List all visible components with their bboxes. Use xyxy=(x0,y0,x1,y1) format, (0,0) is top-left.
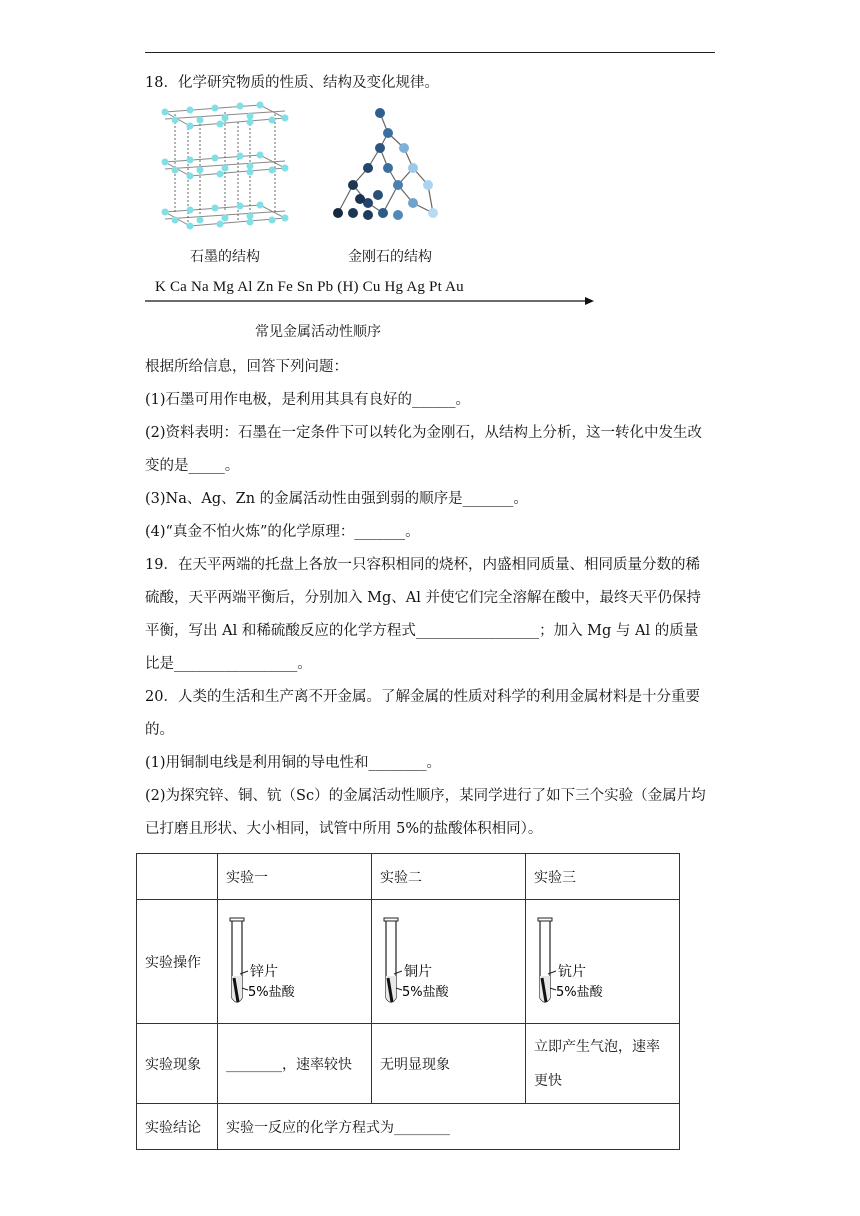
tube1-metal-label: 锌片 xyxy=(250,964,278,980)
q18-sub2-line1: (2)资料表明：石墨在一定条件下可以转化为金刚石，从结构上分析，这一转化中发生改 xyxy=(145,425,703,441)
top-rule xyxy=(145,52,715,53)
phenomenon-exp2: 无明显现象 xyxy=(372,1024,526,1104)
phenomenon-exp3-line1: 立即产生气泡，速率 xyxy=(534,1038,660,1055)
q20-sub1: (1)用铜制电线是利用铜的导电性和________。 xyxy=(145,755,442,771)
row-label-conclusion: 实验结论 xyxy=(137,1104,218,1150)
q19-line1: 19．在天平两端的托盘上各放一只容积相同的烧杯，内盛相同质量、相同质量分数的稀 xyxy=(145,557,700,573)
experiment-table xyxy=(136,853,680,1150)
tube2-acid-label: 5%盐酸 xyxy=(402,985,449,1000)
tube3-acid-label: 5%盐酸 xyxy=(556,985,603,1000)
test-tube-zinc-image xyxy=(226,914,346,1009)
q18-sub1: (1)石墨可用作电极，是利用其具有良好的______。 xyxy=(145,392,471,408)
tube-cell-3 xyxy=(526,900,680,1024)
row-label-phenomenon: 实验现象 xyxy=(137,1024,218,1104)
header-exp1: 实验一 xyxy=(218,854,372,900)
conclusion-cell: 实验一反应的化学方程式为________ xyxy=(218,1104,680,1150)
q18-prompt: 根据所给信息，回答下列问题： xyxy=(145,359,348,375)
graphite-caption: 石墨的结构 xyxy=(190,249,260,265)
q18-intro: 18．化学研究物质的性质、结构及变化规律。 xyxy=(145,75,439,91)
row-label-operation: 实验操作 xyxy=(137,900,218,1024)
phenomenon-exp3-line2: 更快 xyxy=(534,1072,562,1089)
series-caption: 常见金属活动性顺序 xyxy=(255,324,381,340)
q18-sub4: (4)“真金不怕火炼”的化学原理：_______。 xyxy=(145,524,420,540)
q20-line2: 的。 xyxy=(145,722,174,738)
tube-cell-2 xyxy=(372,900,526,1024)
metal-activity-series: K Ca Na Mg Al Zn Fe Sn Pb (H) Cu Hg Ag Pt Au xyxy=(155,279,464,295)
q19-line4: 比是_________________。 xyxy=(145,656,312,672)
header-cell-empty xyxy=(137,854,218,900)
q20-line1: 20．人类的生活和生产离不开金属。了解金属的性质对科学的利用金属材料是十分重要 xyxy=(145,689,700,705)
q20-sub2-line1: (2)为探究锌、铜、钪（Sc）的金属活动性顺序，某同学进行了如下三个实验（金属片均 xyxy=(145,788,706,804)
q19-line3: 平衡，写出 Al 和稀硫酸反应的化学方程式_________________；加入 Mg 与 Al 的质量 xyxy=(145,623,699,639)
tube2-metal-label: 铜片 xyxy=(404,964,432,980)
diamond-caption: 金刚石的结构 xyxy=(348,249,432,265)
graphite-structure-image xyxy=(160,100,295,230)
test-tube-copper-image xyxy=(380,914,500,1009)
phenomenon-exp1: ________，速率较快 xyxy=(218,1024,372,1104)
q20-sub2-line2: 已打磨且形状、大小相同，试管中所用 5%的盐酸体积相同）。 xyxy=(145,821,543,837)
tube-cell-1 xyxy=(218,900,372,1024)
diamond-structure-image xyxy=(318,103,448,233)
activity-arrow xyxy=(145,295,595,307)
test-tube-scandium-image xyxy=(534,914,654,1009)
phenomenon-exp3 xyxy=(526,1024,680,1104)
q18-sub2-line2: 变的是_____。 xyxy=(145,458,240,474)
tube1-acid-label: 5%盐酸 xyxy=(248,985,295,1000)
header-exp3: 实验三 xyxy=(526,854,680,900)
q18-sub3: (3)Na、Ag、Zn 的金属活动性由强到弱的顺序是_______。 xyxy=(145,491,528,507)
header-exp2: 实验二 xyxy=(372,854,526,900)
q19-line2: 硫酸，天平两端平衡后，分别加入 Mg、Al 并使它们完全溶解在酸中，最终天平仍保持 xyxy=(145,590,701,606)
tube3-metal-label: 钪片 xyxy=(558,964,586,980)
